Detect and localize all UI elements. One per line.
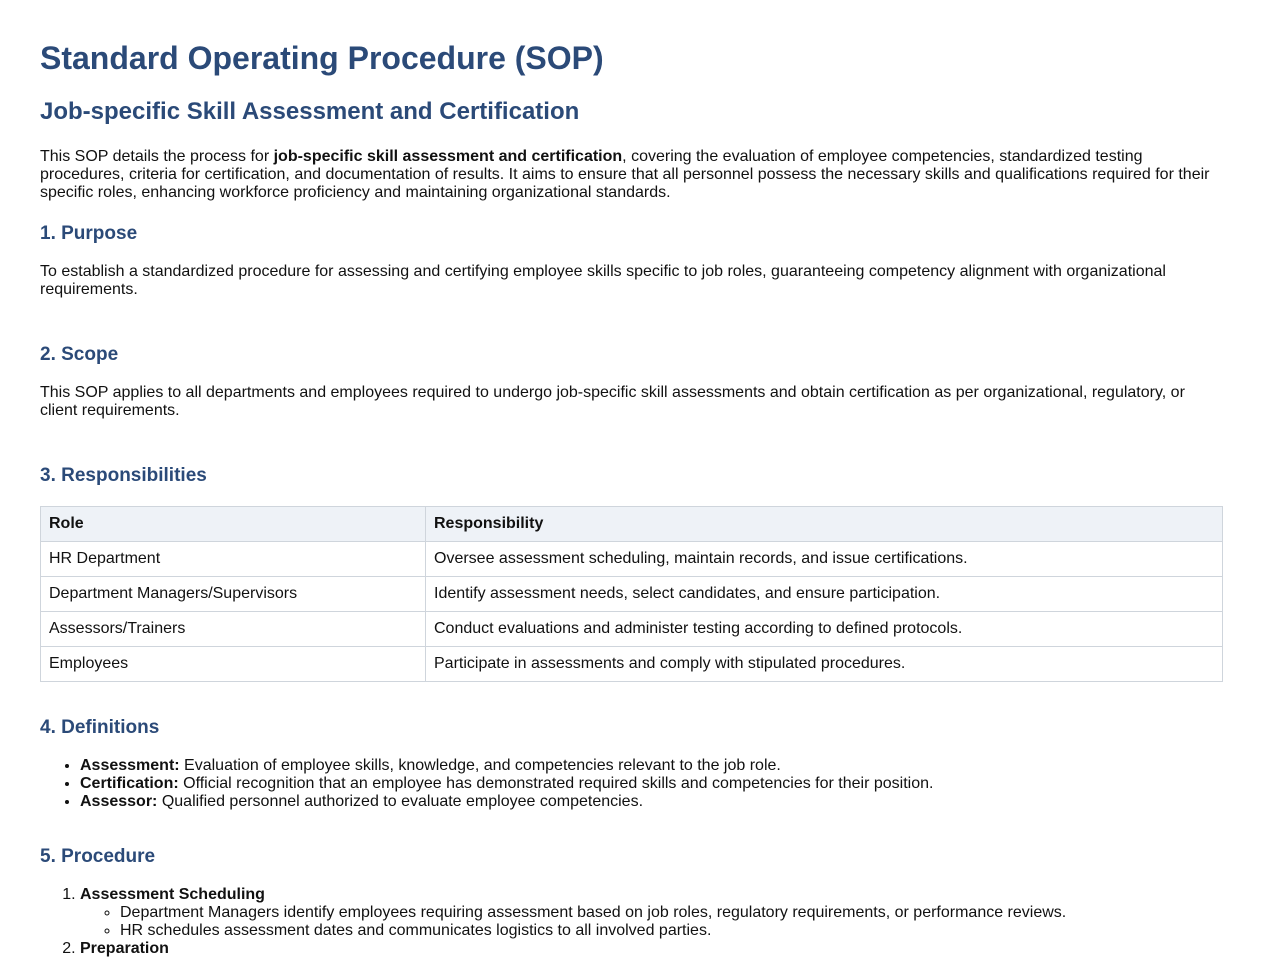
intro-text-end: , covering the evaluation of employee competencies, standardized testing procedures, criteria for certification, and documentation of results. It aims to ensure that all personnel possess the necessary skills and qualifications required for their specific roles, enhancing workforce proficiency and maintaining organizational standards. [40, 148, 1210, 201]
responsibility-cell: Participate in assessments and comply with stipulated procedures. [426, 647, 1223, 682]
scope-text: This SOP applies to all departments and employees required to undergo job-specific skill assessments and obtain certification as per organizational, regulatory, or client requirements. [40, 384, 1185, 419]
definitions-heading: 4. Definitions [40, 717, 160, 738]
role-cell: Assessors/Trainers [41, 612, 426, 647]
procedure-step [80, 940, 1223, 958]
table-row [41, 647, 1223, 682]
procedure-substeps [80, 904, 1223, 940]
definition-term: Assessor: [80, 793, 158, 810]
page-title: Standard Operating Procedure (SOP) [40, 40, 604, 76]
definition-term: Assessment: [80, 757, 180, 774]
procedure-heading: 5. Procedure [40, 846, 156, 867]
column-header-role: Role [41, 507, 426, 542]
responsibility-cell: Conduct evaluations and administer testing according to defined protocols. [426, 612, 1223, 647]
definitions-list [40, 757, 1223, 811]
procedure-step-title: Assessment Scheduling [80, 886, 265, 903]
definition-text: Evaluation of employee skills, knowledge, and competencies relevant to the job role. [179, 757, 781, 774]
list-item [80, 775, 1223, 793]
procedure-step-title: Preparation [80, 940, 169, 957]
intro-paragraph [40, 148, 1223, 202]
definition-text: Qualified personnel authorized to evaluate employee competencies. [157, 793, 644, 810]
purpose-heading: 1. Purpose [40, 223, 138, 244]
definition-text: Official recognition that an employee has demonstrated required skills and competencies for their position. [178, 775, 934, 792]
page-subtitle: Job-specific Skill Assessment and Certification [40, 98, 580, 125]
table-row [41, 612, 1223, 647]
responsibility-cell: Oversee assessment scheduling, maintain records, and issue certifications. [426, 542, 1223, 577]
procedure-list [40, 886, 1223, 958]
responsibility-cell: Identify assessment needs, select candidates, and ensure participation. [426, 577, 1223, 612]
list-item: ◦ HR schedules assessment dates and communicates logistics to all involved parties. [120, 922, 1223, 940]
intro-text-bold: job-specific skill assessment and certification [273, 148, 623, 165]
definition-term: Certification: [80, 775, 179, 792]
role-cell: Department Managers/Supervisors [41, 577, 426, 612]
list-item [80, 757, 1223, 775]
table-row [41, 542, 1223, 577]
table-row [41, 577, 1223, 612]
role-cell: Employees [41, 647, 426, 682]
role-cell: HR Department [41, 542, 426, 577]
responsibilities-heading: 3. Responsibilities [40, 465, 207, 486]
list-item [80, 793, 1223, 811]
procedure-step [80, 886, 1223, 940]
column-header-responsibility: Responsibility [426, 507, 1223, 542]
scope-heading: 2. Scope [40, 344, 119, 365]
responsibilities-table [40, 506, 1223, 682]
list-item: ◦ Department Managers identify employees requiring assessment based on job roles, regulatory requirements, or performance reviews. [120, 904, 1223, 922]
purpose-text: To establish a standardized procedure for assessing and certifying employee skills specific to job roles, guaranteeing competency alignment with organizational requirements. [40, 263, 1166, 298]
intro-text-start: This SOP details the process for [40, 148, 274, 165]
table-header-row [41, 507, 1223, 542]
